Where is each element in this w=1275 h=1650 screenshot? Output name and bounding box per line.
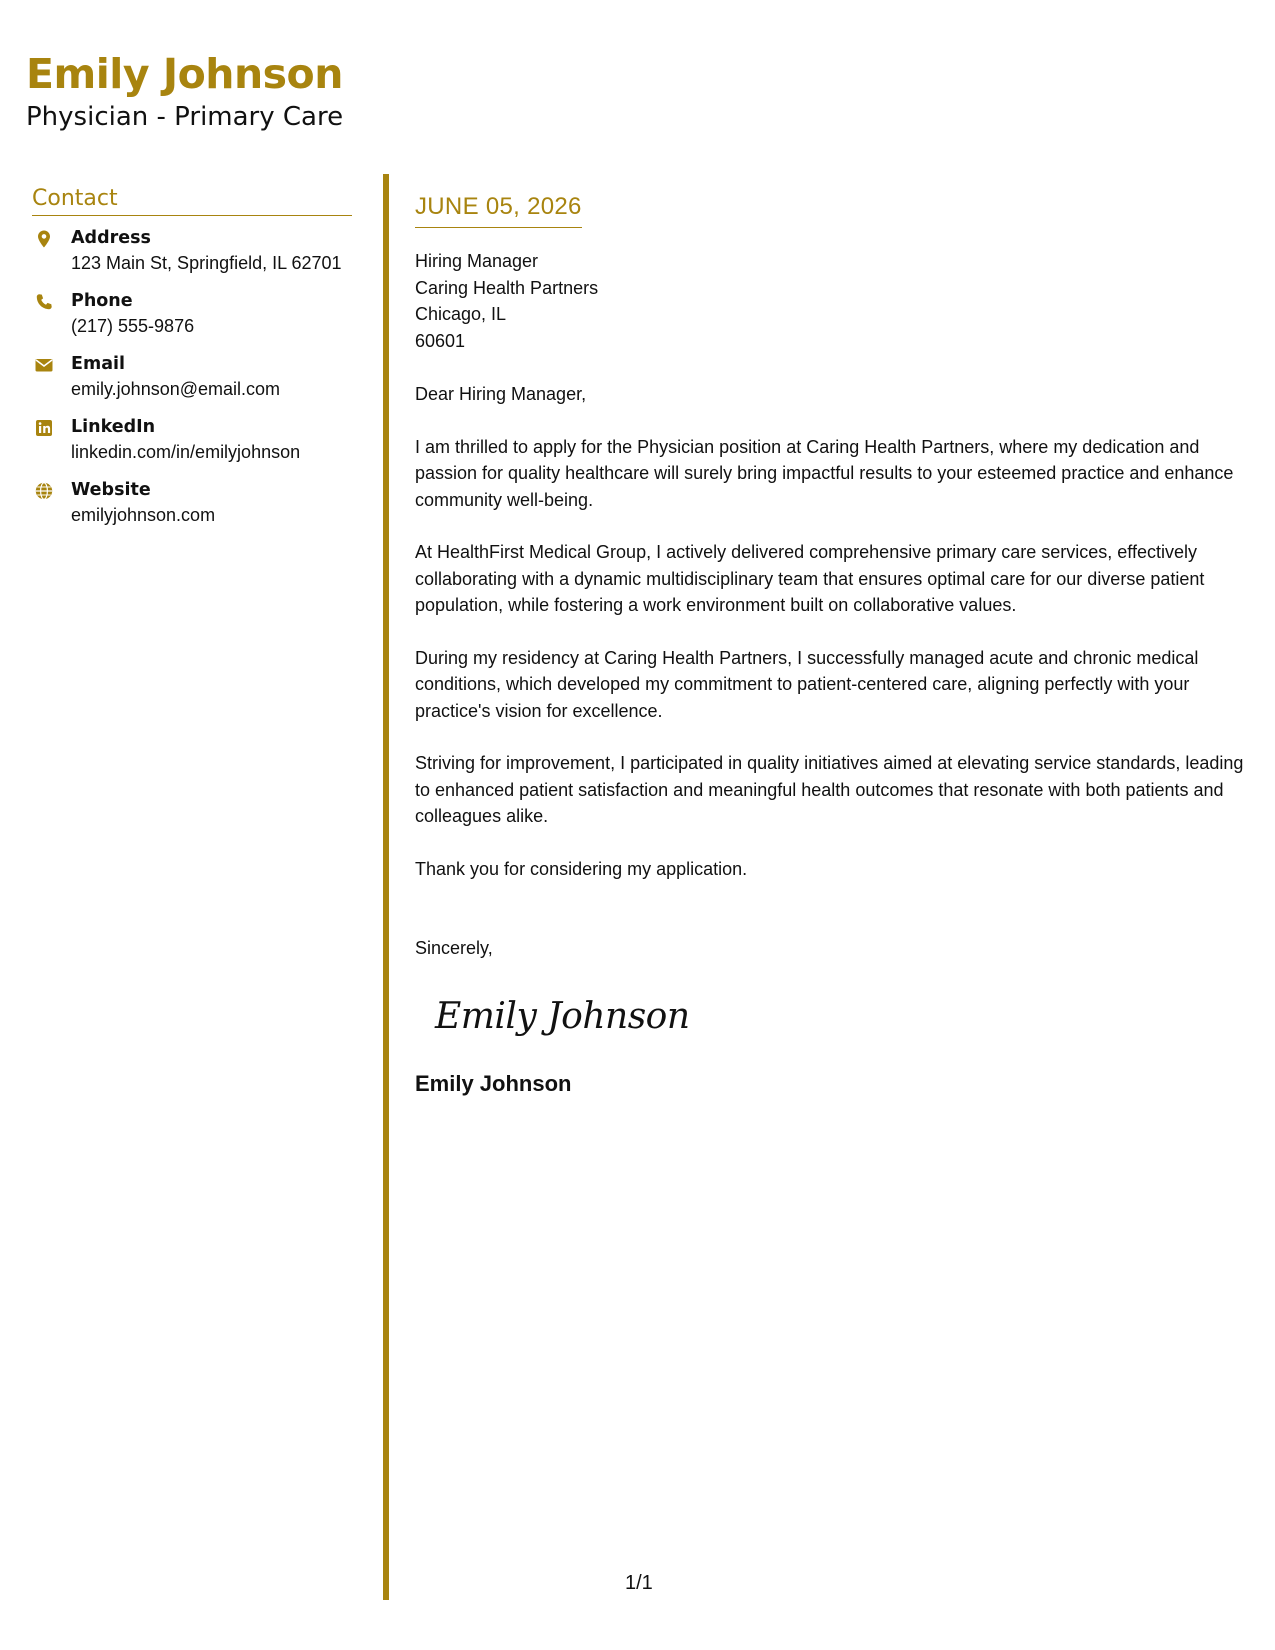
body-paragraph: Striving for improvement, I participated in quality initiatives aimed at elevating service standards, leading to enhanced patient satisfaction and meaningful health outcomes that resonate with both patients and colleagues alike. <box>415 753 1244 826</box>
body-paragraph: At HealthFirst Medical Group, I actively delivered comprehensive primary care services, effectively collaborating with a dynamic multidisciplinary team that ensures optimal care for our diverse patient population, while fostering a work environment built on collaborative values. <box>415 542 1205 615</box>
contact-sidebar <box>32 186 352 541</box>
map-marker-icon <box>34 229 54 249</box>
closing: Sincerely, <box>415 938 493 958</box>
header <box>26 48 343 134</box>
contact-value: 123 Main St, Springfield, IL 62701 <box>71 253 342 273</box>
letter-body <box>415 193 1245 1097</box>
salutation: Dear Hiring Manager, <box>415 384 587 404</box>
contact-label: Email <box>71 354 125 374</box>
body-paragraph: During my residency at Caring Health Partners, I successfully managed acute and chronic medical conditions, which developed my commitment to patient-centered care, aligning perfectly with your practice's vision for excellence. <box>415 647 1199 721</box>
contact-value[interactable]: emily.johnson@email.com <box>71 379 281 399</box>
contact-item-phone <box>32 289 352 352</box>
signature: Emily Johnson <box>435 995 690 1037</box>
contact-label: Address <box>71 228 151 248</box>
applicant-role: Physician - Primary Care <box>26 102 344 132</box>
contact-label: Phone <box>71 291 133 311</box>
recipient-block <box>415 248 1245 354</box>
applicant-name: Emily Johnson <box>26 50 343 98</box>
contact-label: LinkedIn <box>71 417 156 437</box>
contact-item-website <box>32 478 352 541</box>
contact-label: Website <box>71 480 151 500</box>
vertical-divider <box>383 174 389 1600</box>
contact-value[interactable]: emilyjohnson.com <box>71 505 216 525</box>
globe-icon <box>34 481 54 501</box>
contact-list <box>32 226 352 541</box>
body-paragraph: I am thrilled to apply for the Physician position at Caring Health Partners, where my dedication and passion for quality healthcare will surely bring impactful results to your esteemed practice and enhance community well-being. <box>415 436 1234 510</box>
recipient-line: Chicago, IL <box>415 304 507 324</box>
signer-name: Emily Johnson <box>415 1070 572 1096</box>
letter-date: JUNE 05, 2026 <box>415 193 582 228</box>
contact-value: (217) 555-9876 <box>71 316 195 336</box>
recipient-line: Caring Health Partners <box>415 277 599 298</box>
envelope-icon <box>34 355 54 375</box>
page-number: 1/1 <box>625 1572 653 1594</box>
contact-item-address <box>32 226 352 289</box>
contact-value[interactable]: linkedin.com/in/emilyjohnson <box>71 442 301 462</box>
phone-icon <box>34 292 54 312</box>
contact-item-linkedin <box>32 415 352 478</box>
linkedin-icon <box>34 418 54 438</box>
recipient-line: 60601 <box>415 330 466 351</box>
recipient-line: Hiring Manager <box>415 251 539 271</box>
thanks-line: Thank you for considering my application. <box>415 858 748 879</box>
contact-item-email <box>32 352 352 415</box>
contact-title: Contact <box>32 186 352 216</box>
